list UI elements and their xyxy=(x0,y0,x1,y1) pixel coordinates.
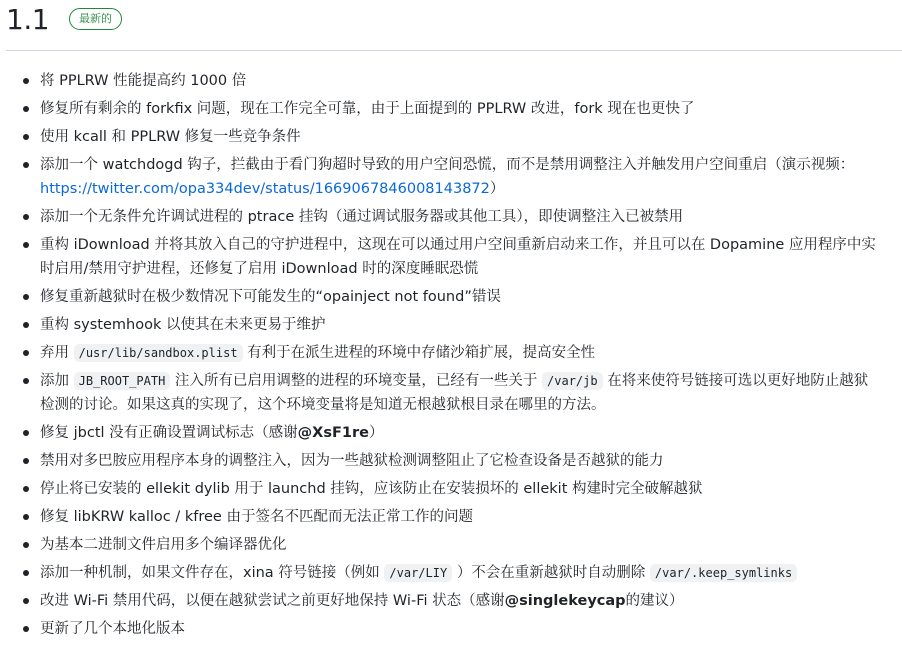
code-var-jb: /var/jb xyxy=(542,372,603,390)
note-text: ）不会在重新越狱时自动删除 xyxy=(456,565,646,581)
header-divider xyxy=(6,50,902,51)
list-item xyxy=(40,589,880,613)
note-text: 更新了几个本地化版本 xyxy=(40,621,185,637)
bullet-icon xyxy=(23,378,29,384)
code-keep-symlinks: /var/.keep_symlinks xyxy=(650,564,797,582)
note-text: ） xyxy=(368,425,384,441)
note-text: 添加一个 watchdogd 钩子，拦截由于看门狗超时导致的用户空间恐慌，而不是禁用调整注入并触发用户空间重启（演示视频： xyxy=(40,157,855,173)
note-text: 添加 xyxy=(40,373,69,389)
list-item xyxy=(40,617,880,641)
user-mention: @XsF1re xyxy=(297,425,369,441)
note-text-suffix: ） xyxy=(489,181,505,197)
note-text: 禁用对多巴胺应用程序本身的调整注入，因为一些越狱检测调整阻止了它检查设备是否越狱的能力 xyxy=(40,453,664,469)
note-text: 为基本二进制文件启用多个编译器优化 xyxy=(40,537,287,553)
note-text: 添加一个无条件允许调试进程的 ptrace 挂钩（通过调试服务器或其他工具），即使调整注入已被禁用 xyxy=(40,209,684,225)
note-text: 重构 iDownload 并将其放入自己的守护进程中，这现在可以通过用户空间重新启动来工作，并且可以在 Dopamine 应用程序中实时启用/禁用守护进程，还修复了启用 iDownload 时的深度睡眠恐慌 xyxy=(40,237,876,277)
release-notes-list xyxy=(0,69,902,645)
latest-badge: 最新的 xyxy=(69,8,122,30)
code-jb-root-path: JB_ROOT_PATH xyxy=(74,372,171,390)
bullet-icon xyxy=(23,486,29,492)
list-item xyxy=(40,233,880,281)
demo-video-link[interactable]: https://twitter.com/opa334dev/status/1669067846008143872 xyxy=(40,181,490,197)
list-item xyxy=(40,313,880,337)
bullet-icon xyxy=(23,430,29,436)
note-text: 修复 libKRW kalloc / kfree 由于签名不匹配而无法正常工作的问题 xyxy=(40,509,473,525)
list-item xyxy=(40,421,880,445)
bullet-icon xyxy=(23,350,29,356)
list-item xyxy=(40,97,880,121)
note-text: 有利于在派生进程的环境中存储沙箱扩展，提高安全性 xyxy=(247,345,596,361)
user-mention: @singlekeycap xyxy=(504,593,626,609)
bullet-icon xyxy=(23,458,29,464)
note-text: 将 PPLRW 性能提高约 1000 倍 xyxy=(40,73,247,89)
list-item xyxy=(40,449,880,473)
note-text: 修复重新越狱时在极少数情况下可能发生的“opainject not found”错误 xyxy=(40,289,501,305)
list-item xyxy=(40,341,880,365)
note-text: 的建议） xyxy=(625,593,684,609)
bullet-icon xyxy=(23,106,29,112)
bullet-icon xyxy=(23,542,29,548)
note-text: 在将来使符号链接可选以更好地防止越狱检测的讨论。如果这真的实现了，这个环境变量将是知道无根越狱根目录在哪里的方法。 xyxy=(40,373,869,413)
note-text: 弃用 xyxy=(40,345,69,361)
code-var-liy: /var/LIY xyxy=(384,564,452,582)
list-item xyxy=(40,561,880,585)
bullet-icon xyxy=(23,570,29,576)
bullet-icon xyxy=(23,214,29,220)
bullet-icon xyxy=(23,162,29,168)
bullet-icon xyxy=(23,514,29,520)
list-item xyxy=(40,153,880,201)
release-header xyxy=(0,0,122,38)
code-sandbox-plist: /usr/lib/sandbox.plist xyxy=(74,344,243,362)
note-text: 使用 kcall 和 PPLRW 修复一些竞争条件 xyxy=(40,129,301,145)
bullet-icon xyxy=(23,242,29,248)
note-text: 停止将已安装的 ellekit dylib 用于 launchd 挂钩，应该防止在安装损坏的 ellekit 构建时完全破解越狱 xyxy=(40,481,703,497)
note-text: 添加一种机制，如果文件存在，xina 符号链接（例如 xyxy=(40,565,380,581)
list-item xyxy=(40,205,880,229)
bullet-icon xyxy=(23,598,29,604)
list-item xyxy=(40,505,880,529)
note-text: 修复所有剩余的 forkfix 问题，现在工作完全可靠，由于上面提到的 PPLRW 改进，fork 现在也更快了 xyxy=(40,101,695,117)
note-text: 注入所有已启用调整的进程的环境变量，已经有一些关于 xyxy=(174,373,538,389)
list-item xyxy=(40,125,880,149)
bullet-icon xyxy=(23,294,29,300)
list-item xyxy=(40,285,880,309)
note-text: 改进 Wi-Fi 禁用代码，以便在越狱尝试之前更好地保持 Wi-Fi 状态（感谢 xyxy=(40,593,505,609)
list-item xyxy=(40,69,880,93)
bullet-icon xyxy=(23,134,29,140)
bullet-icon xyxy=(23,322,29,328)
release-version[interactable]: 1.1 xyxy=(6,2,50,36)
bullet-icon xyxy=(23,626,29,632)
note-text: 重构 systemhook 以使其在未来更易于维护 xyxy=(40,317,326,333)
list-item xyxy=(40,477,880,501)
note-text: 修复 jbctl 没有正确设置调试标志（感谢 xyxy=(40,425,298,441)
list-item xyxy=(40,369,880,417)
list-item xyxy=(40,533,880,557)
bullet-icon xyxy=(23,78,29,84)
